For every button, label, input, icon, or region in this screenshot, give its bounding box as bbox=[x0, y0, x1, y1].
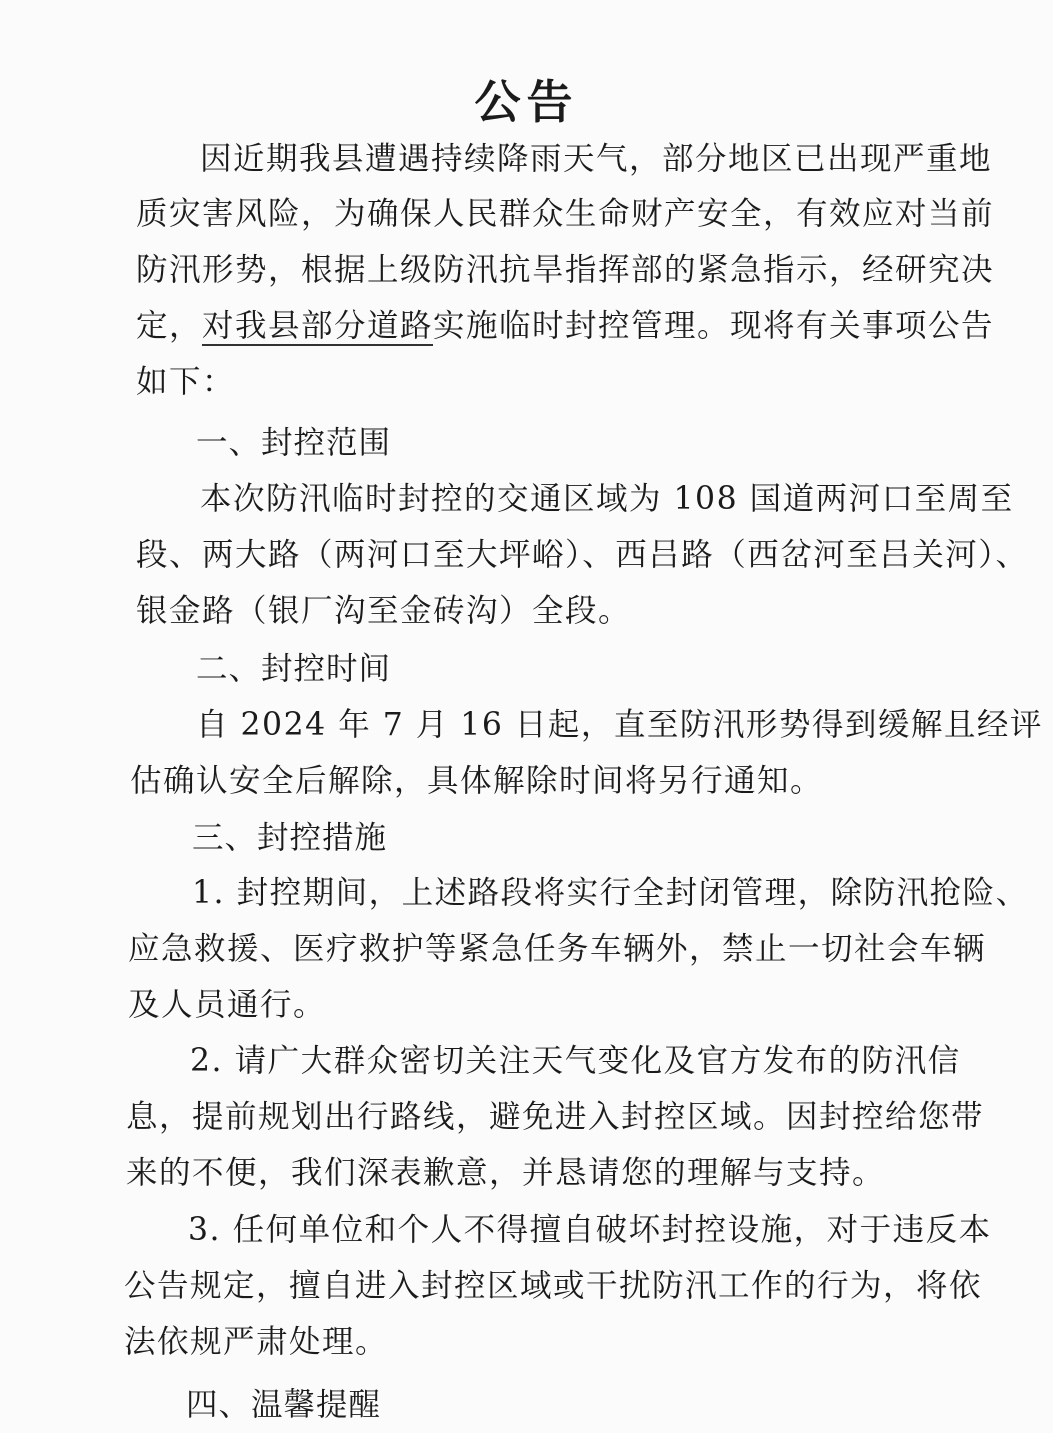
intro-line-1: 因近期我县遭遇持续降雨天气，部分地区已出现严重地 bbox=[200, 141, 993, 177]
scope-line-1: 本次防汛临时封控的交通区域为 108 国道两河口至周至 bbox=[200, 481, 1014, 517]
time-line-1: 自 2024 年 7 月 16 日起，直至防汛形势得到缓解且经评 bbox=[196, 707, 1043, 743]
measures-line-1: 1. 封控期间，上述路段将实行全封闭管理，除防汛抢险、 bbox=[192, 875, 1029, 911]
scope-line-3: 银金路（银厂沟至金砖沟）全段。 bbox=[136, 593, 632, 629]
measures-line-7: 3. 任何单位和个人不得擅自破坏封控设施，对于违反本 bbox=[188, 1212, 992, 1248]
section-heading-time: 二、封控时间 bbox=[196, 651, 392, 687]
intro-line-4 bbox=[136, 306, 994, 346]
intro-line-5: 如下： bbox=[136, 364, 236, 400]
scope-line-2: 段、两大路（两河口至大坪峪）、西吕路（西岔河至吕关河）、 bbox=[136, 537, 1029, 573]
intro-line-4-end: 实施临时封控管理。现将有关事项公告 bbox=[433, 308, 995, 344]
section-heading-scope: 一、封控范围 bbox=[196, 425, 392, 461]
measures-line-6: 来的不便，我们深表歉意，并恳请您的理解与支持。 bbox=[126, 1155, 886, 1191]
intro-line-4-start: 定， bbox=[136, 308, 203, 344]
page-title: 公告 bbox=[474, 75, 579, 129]
intro-line-3: 防汛形势，根据上级防汛抗旱指挥部的紧急指示，经研究决 bbox=[136, 252, 995, 288]
section-heading-reminder: 四、温馨提醒 bbox=[186, 1387, 382, 1423]
intro-line-2: 质灾害风险，为确保人民群众生命财产安全，有效应对当前 bbox=[136, 196, 995, 232]
measures-line-3: 及人员通行。 bbox=[128, 987, 327, 1023]
measures-line-2: 应急救援、医疗救护等紧急任务车辆外，禁止一切社会车辆 bbox=[128, 931, 987, 967]
underlined-phrase: 对我县部分道路 bbox=[202, 308, 434, 344]
time-line-2: 估确认安全后解除，具体解除时间将另行通知。 bbox=[130, 763, 824, 799]
measures-line-8: 公告规定，擅自进入封控区域或干扰防汛工作的行为，将依 bbox=[124, 1268, 983, 1304]
measures-line-9: 法依规严肃处理。 bbox=[124, 1324, 389, 1360]
section-heading-measures: 三、封控措施 bbox=[192, 820, 388, 856]
measures-line-4: 2. 请广大群众密切关注天气变化及官方发布的防汛信 bbox=[190, 1043, 961, 1079]
measures-line-5: 息，提前规划出行路线，避免进入封控区域。因封控给您带 bbox=[126, 1099, 985, 1135]
